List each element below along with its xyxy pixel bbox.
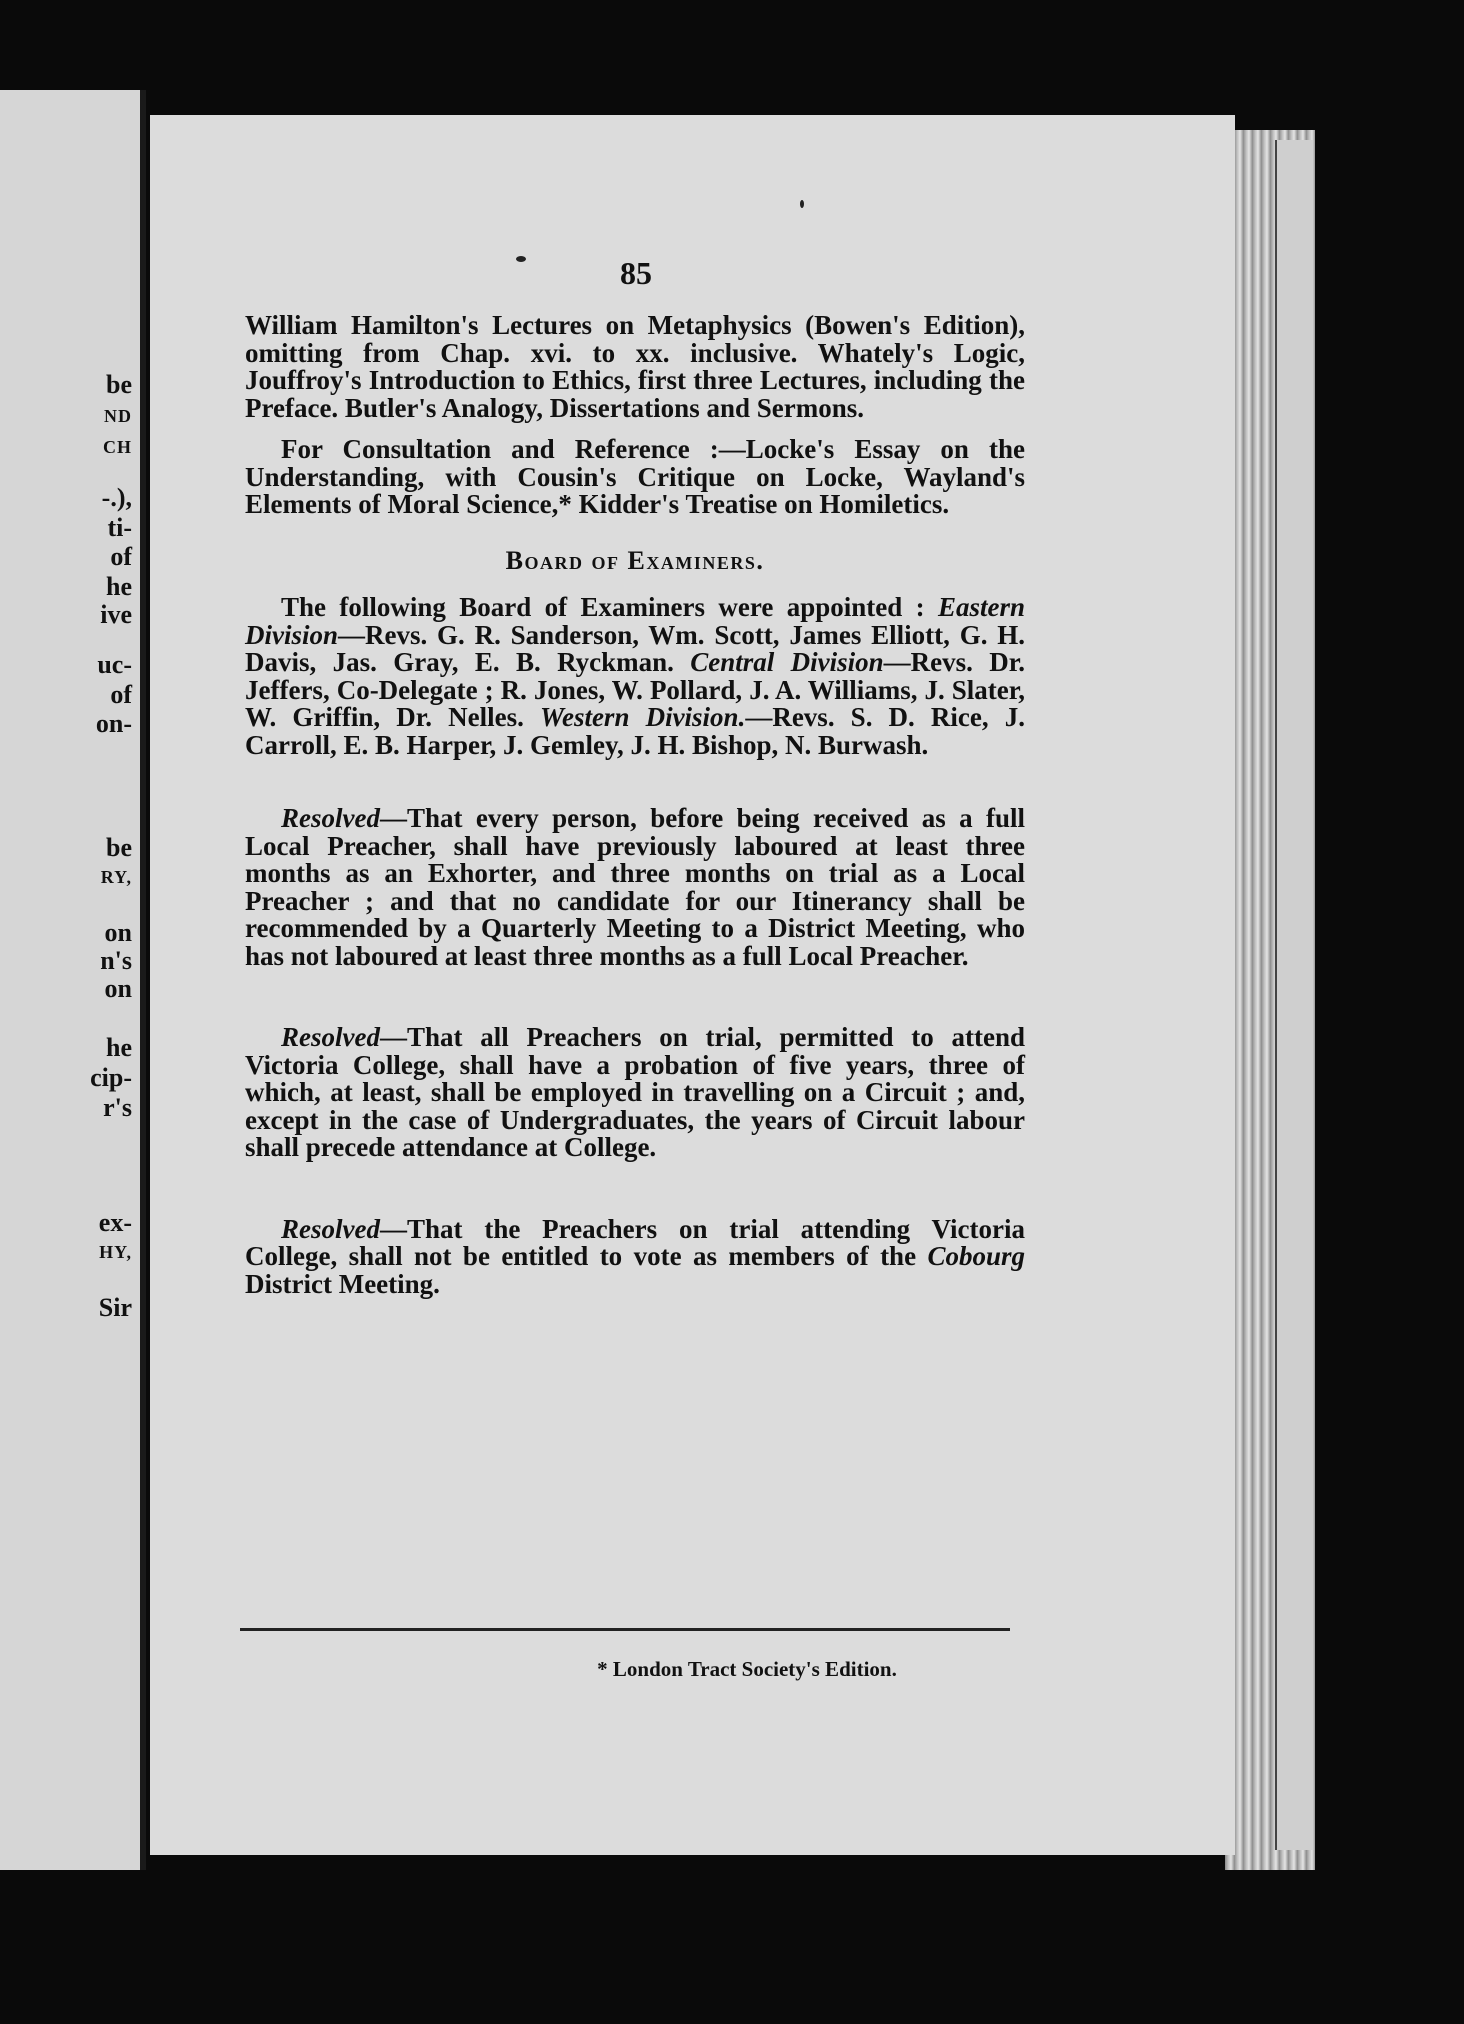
ink-speck xyxy=(800,200,804,208)
page-number: 85 xyxy=(620,255,652,291)
left-page-fragment: RY, xyxy=(100,867,132,887)
eastern-division-label: Eastern Division xyxy=(245,592,1025,650)
resolution-text: —That every person, before being received as a full Local Preacher, shall have previously laboured at least three months as an Exhorter, and three months on trial as a Local Preacher ; and that no candidate for our Itinerancy shall be recommended by a Quarterly Meeting to a District Meeting, who has not laboured at least three months as a full Local Preacher. xyxy=(245,803,1025,971)
western-division-members: —Revs. S. D. Rice, J. Carroll, E. B. Harper, J. Gemley, J. H. Bishop, N. Burwash. xyxy=(245,702,1025,760)
western-division-label: Western Division. xyxy=(539,702,746,732)
eastern-division-members: —Revs. G. R. Sanderson, Wm. Scott, James Elliott, G. H. Davis, Jas. Gray, E. B. Ryckman. xyxy=(245,619,1025,677)
footnote-rule xyxy=(240,1628,1010,1631)
left-page-fragment: cip- xyxy=(90,1063,132,1092)
footnote: * London Tract Society's Edition. xyxy=(597,1657,897,1681)
resolution xyxy=(245,1024,1025,1162)
left-page-fragment: r's xyxy=(103,1093,132,1122)
page-text xyxy=(245,312,1025,1298)
resolved-label: Resolved xyxy=(281,803,380,833)
left-page-fragment: HY, xyxy=(99,1242,132,1262)
resolution xyxy=(245,805,1025,970)
resolution-text-end: District Meeting. xyxy=(245,1268,440,1299)
page-edge-outer xyxy=(1275,140,1313,1850)
left-page-fragment: ti- xyxy=(107,513,132,542)
left-page-fragment: of xyxy=(110,680,132,709)
resolved-label: Resolved xyxy=(281,1022,380,1052)
resolved-label: Resolved xyxy=(281,1213,380,1244)
left-page-fragment: uc- xyxy=(97,650,132,679)
ink-speck xyxy=(516,256,526,262)
left-page-fragment: of xyxy=(110,542,132,571)
resolution xyxy=(245,1213,1025,1299)
left-page-fragment: ive xyxy=(100,600,132,629)
left-page-fragment: be xyxy=(106,833,132,862)
left-page-fragment: n's xyxy=(100,946,132,975)
resolution-text: —That the Preachers on trial attending Victoria College, shall not be entitled to vote as members of the xyxy=(245,1213,1025,1271)
central-division-members: —Revs. Dr. Jeffers, Co-Delegate ; R. Jones, W. Pollard, J. A. Williams, J. Slater, W. Griffin, Dr. Nelles. xyxy=(245,647,1025,732)
central-division-label: Central Division xyxy=(690,647,884,677)
resolution-text: —That all Preachers on trial, permitted to attend Victoria College, shall have a probation of five years, three of which, at least, shall be employed in travelling on a Circuit ; and, except in the case of Undergraduates, the years of Circuit labour shall precede attendance at College. xyxy=(245,1022,1025,1162)
paragraph-reading-list: William Hamilton's Lectures on Metaphysics (Bowen's Edition), omitting from Chap. xvi. to xx. inclusive. Whately's Logic, Jouffroy's Introduction to Ethics, first three Lectures, including the Preface. Butler's Analogy, Dissertations and Sermons. xyxy=(245,310,1025,423)
left-page-fragment: be xyxy=(106,370,132,399)
section-heading: Board of Examiners. xyxy=(505,545,765,575)
left-page-fragment: on- xyxy=(95,709,132,738)
left-page-fragment: on xyxy=(104,918,132,947)
left-page-fragment: ex- xyxy=(98,1208,132,1237)
left-page-fragment: -.), xyxy=(101,483,132,512)
left-page-fragment: ND xyxy=(104,406,132,426)
left-page-fragment: he xyxy=(106,1033,132,1062)
left-page-fragment: Sir xyxy=(98,1293,132,1322)
left-page-fragment: on xyxy=(104,974,132,1003)
left-facing-page xyxy=(0,90,146,1870)
paragraph-consultation: For Consultation and Reference :—Locke's Essay on the Understanding, with Cousin's Critique on Locke, Wayland's Elements of Moral Science,* Kidder's Treatise on Homiletics. xyxy=(245,434,1025,519)
board-intro: The following Board of Examiners were appointed : xyxy=(281,592,925,622)
left-page-fragment: he xyxy=(106,572,132,601)
resolution-emphasis: Cobourg xyxy=(927,1241,1025,1271)
paragraph-board xyxy=(245,594,1025,759)
left-page-fragment: CH xyxy=(103,437,132,457)
